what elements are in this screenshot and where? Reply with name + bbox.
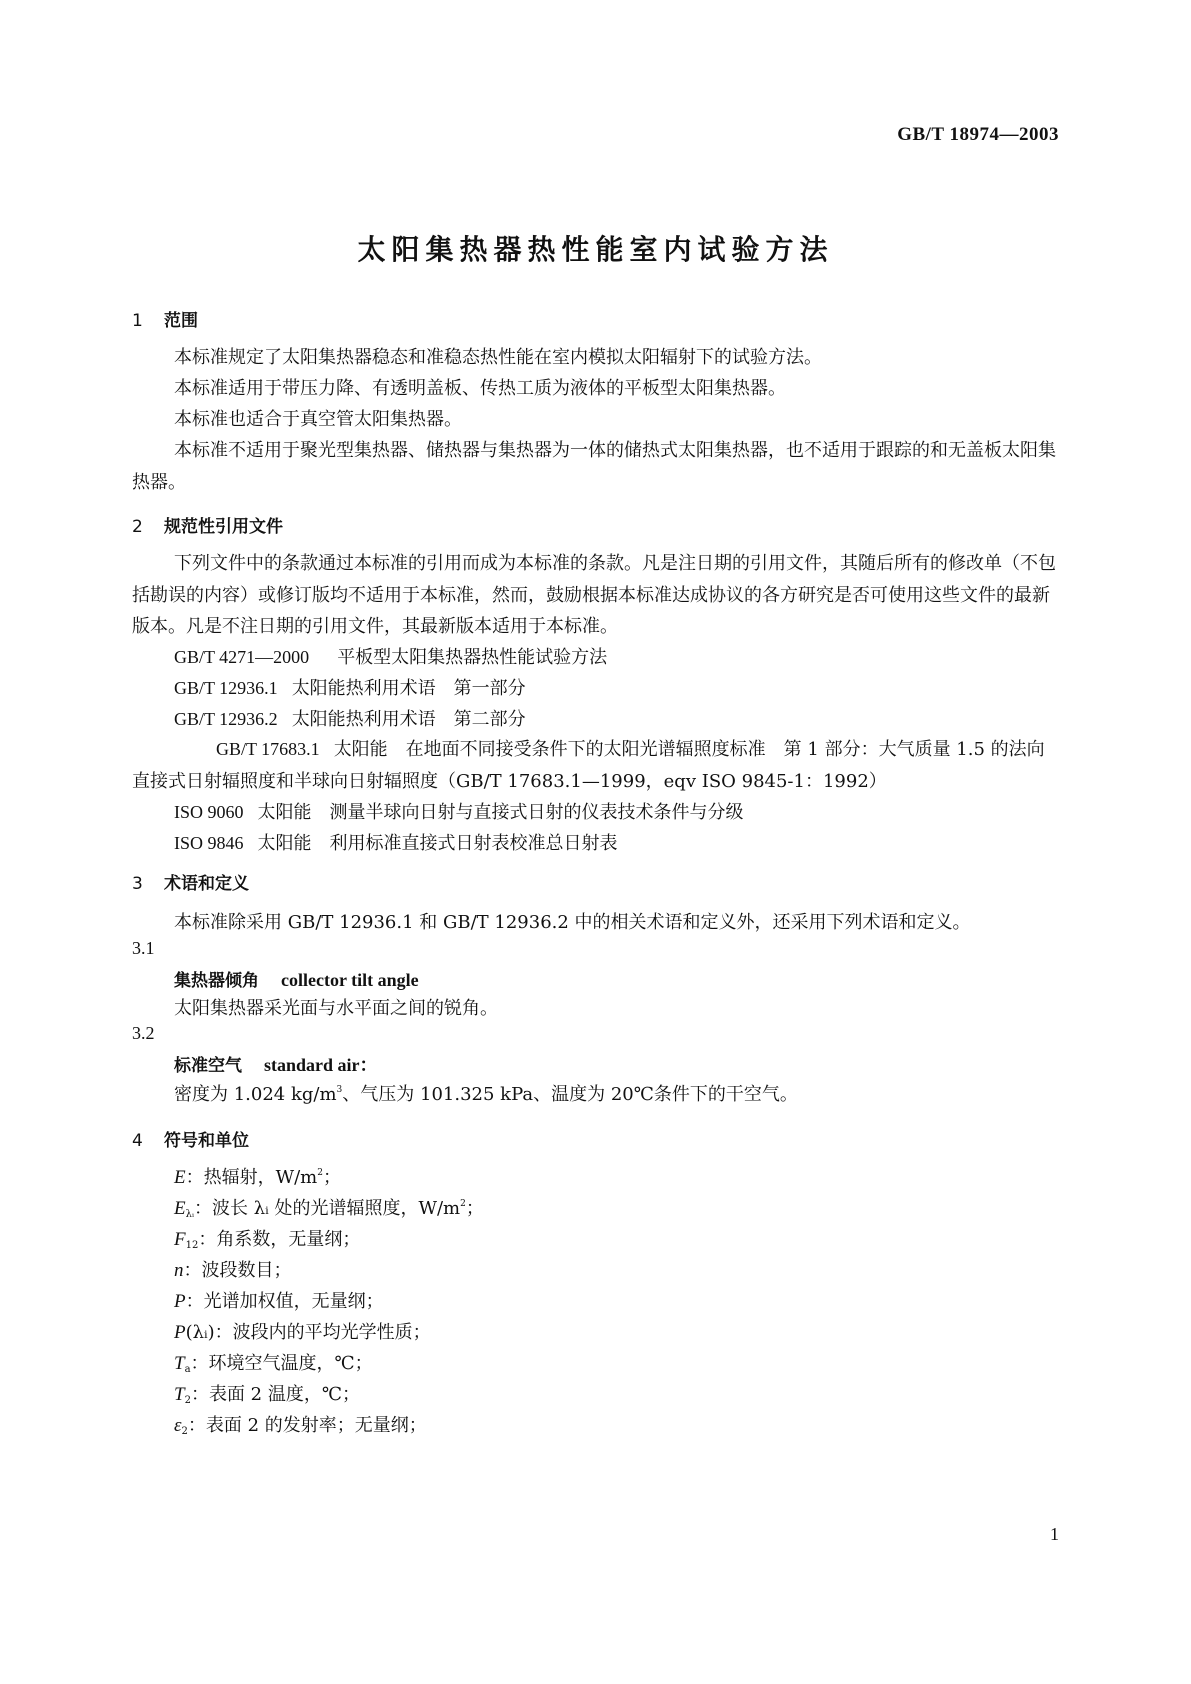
symbol-sub: 2	[184, 1395, 191, 1406]
term-definition: 太阳集热器采光面与水平面之间的锐角。	[174, 998, 498, 1019]
symbol-text: (λᵢ)：波段内的平均光学性质；	[185, 1322, 431, 1343]
document-title: 太阳集热器热性能室内试验方法	[357, 233, 834, 266]
symbol-text: ：光谱加权值，无量纲；	[185, 1291, 384, 1312]
s1-paragraph: 本标准规定了太阳集热器稳态和准稳态热性能在室内模拟太阳辐射下的试验方法。	[174, 347, 822, 368]
section-number: 2	[132, 517, 143, 537]
symbol-text: ：波段数目；	[183, 1260, 292, 1281]
term-zh: 集热器倾角	[174, 971, 259, 991]
symbol-text: ：波长 λᵢ 处的光谱辐照度，W/m	[193, 1198, 461, 1219]
symbol-text: ：热辐射，W/m	[185, 1167, 318, 1188]
superscript: 2	[317, 1168, 323, 1178]
symbol-var: F	[174, 1229, 186, 1250]
reference-item	[174, 705, 526, 731]
section-number: 4	[132, 1131, 143, 1151]
symbol-var: P	[174, 1291, 186, 1312]
symbol-item	[174, 1163, 341, 1189]
reference-title: 太阳能 利用标准直接式日射表校准总日射表	[257, 833, 618, 854]
reference-item	[174, 674, 526, 700]
reference-code: GB/T 17683.1	[216, 739, 320, 759]
symbol-item	[174, 1225, 360, 1251]
symbol-sub: λᵢ	[185, 1209, 194, 1220]
section-3-heading	[132, 869, 249, 894]
definition-text: 密度为 1.024 kg/m	[174, 1084, 337, 1105]
section-number: 1	[132, 311, 143, 331]
standard-number: GB/T 18974—2003	[897, 124, 1059, 145]
reference-code: GB/T 12936.1	[174, 678, 278, 698]
section-number: 3	[132, 874, 143, 894]
symbol-var: ε	[174, 1415, 182, 1436]
s3-intro: 本标准除采用 GB/T 12936.1 和 GB/T 12936.2 中的相关术语和定义外，还采用下列术语和定义。	[174, 912, 971, 933]
symbol-sub: 12	[185, 1240, 199, 1251]
reference-title: 太阳能热利用术语 第一部分	[291, 678, 526, 699]
symbol-var: P	[174, 1322, 186, 1343]
symbol-text: ：环境空气温度，℃；	[190, 1353, 373, 1374]
s1-paragraph: 本标准适用于带压力降、有透明盖板、传热工质为液体的平板型太阳集热器。	[174, 378, 786, 399]
page-number: 1	[1050, 1524, 1059, 1544]
section-4-heading	[132, 1126, 249, 1151]
symbol-var: T	[174, 1353, 185, 1374]
term-number: 3.2	[132, 1023, 155, 1043]
symbol-item	[174, 1194, 484, 1220]
reference-item	[174, 798, 744, 824]
symbol-item	[174, 1349, 373, 1375]
term-en: standard air：	[264, 1055, 378, 1075]
symbol-var: n	[174, 1260, 184, 1281]
section-2-heading	[132, 512, 283, 537]
symbol-text: ：表面 2 温度，℃；	[190, 1384, 360, 1405]
symbol-sub: 2	[181, 1426, 188, 1437]
reference-code: ISO 9060	[174, 802, 244, 822]
symbol-text: ：表面 2 的发射率；无量纲；	[187, 1415, 427, 1436]
reference-code: ISO 9846	[174, 833, 244, 853]
symbol-var: T	[174, 1384, 185, 1405]
reference-title: 太阳能 测量半球向日射与直接式日射的仪表技术条件与分级	[257, 802, 744, 823]
reference-title: 太阳能 在地面不同接受条件下的太阳光谱辐照度标准 第 1 部分：大气质量 1.5 的法向直接式日射辐照度和半球向日射辐照度（GB/T 17683.1—1999，eqv ISO 9845-1：1992）	[132, 739, 1045, 792]
reference-title: 太阳能热利用术语 第二部分	[291, 709, 526, 730]
s2-intro: 下列文件中的条款通过本标准的引用而成为本标准的条款。凡是注日期的引用文件，其随后所有的修改单（不包括勘误的内容）或修订版均不适用于本标准，然而，鼓励根据本标准达成协议的各方研究是否可使用这些文件的最新版本。凡是不注日期的引用文件，其最新版本适用于本标准。	[132, 553, 1056, 637]
section-title: 术语和定义	[164, 874, 249, 894]
symbol-var: E	[174, 1198, 186, 1219]
superscript: 3	[336, 1085, 343, 1095]
symbol-item	[174, 1256, 292, 1282]
symbol-item	[174, 1380, 360, 1406]
symbol-item	[174, 1318, 431, 1344]
term-number: 3.1	[132, 938, 155, 958]
term-en: collector tilt angle	[281, 970, 419, 990]
symbol-sub: a	[184, 1364, 191, 1375]
symbol-tail: ；	[322, 1167, 341, 1188]
definition-text: 、气压为 101.325 kPa、温度为 20℃条件下的干空气。	[342, 1084, 798, 1105]
symbol-var: E	[174, 1167, 186, 1188]
superscript: 2	[460, 1199, 466, 1209]
reference-item	[174, 643, 607, 669]
term-heading	[174, 1051, 378, 1077]
reference-title: 平板型太阳集热器热性能试验方法	[337, 647, 608, 668]
section-title: 规范性引用文件	[164, 517, 283, 537]
reference-item	[174, 829, 618, 855]
symbol-text: ：角系数，无量纲；	[198, 1229, 361, 1250]
s1-paragraph: 本标准也适合于真空管太阳集热器。	[174, 409, 462, 430]
section-title: 范围	[164, 311, 198, 331]
symbol-item	[174, 1411, 427, 1437]
reference-code: GB/T 4271—2000	[174, 647, 310, 667]
s1-paragraph: 本标准不适用于聚光型集热器、储热器与集热器为一体的储热式太阳集热器，也不适用于跟踪的和无盖板太阳集热器。	[132, 440, 1056, 493]
section-title: 符号和单位	[164, 1131, 249, 1151]
section-1-heading	[132, 306, 198, 331]
symbol-tail: ；	[465, 1198, 484, 1219]
term-definition	[174, 1080, 798, 1106]
symbol-item	[174, 1287, 384, 1313]
reference-code: GB/T 12936.2	[174, 709, 278, 729]
term-heading	[174, 966, 419, 991]
term-zh: 标准空气	[174, 1056, 242, 1076]
reference-item	[132, 734, 1060, 797]
